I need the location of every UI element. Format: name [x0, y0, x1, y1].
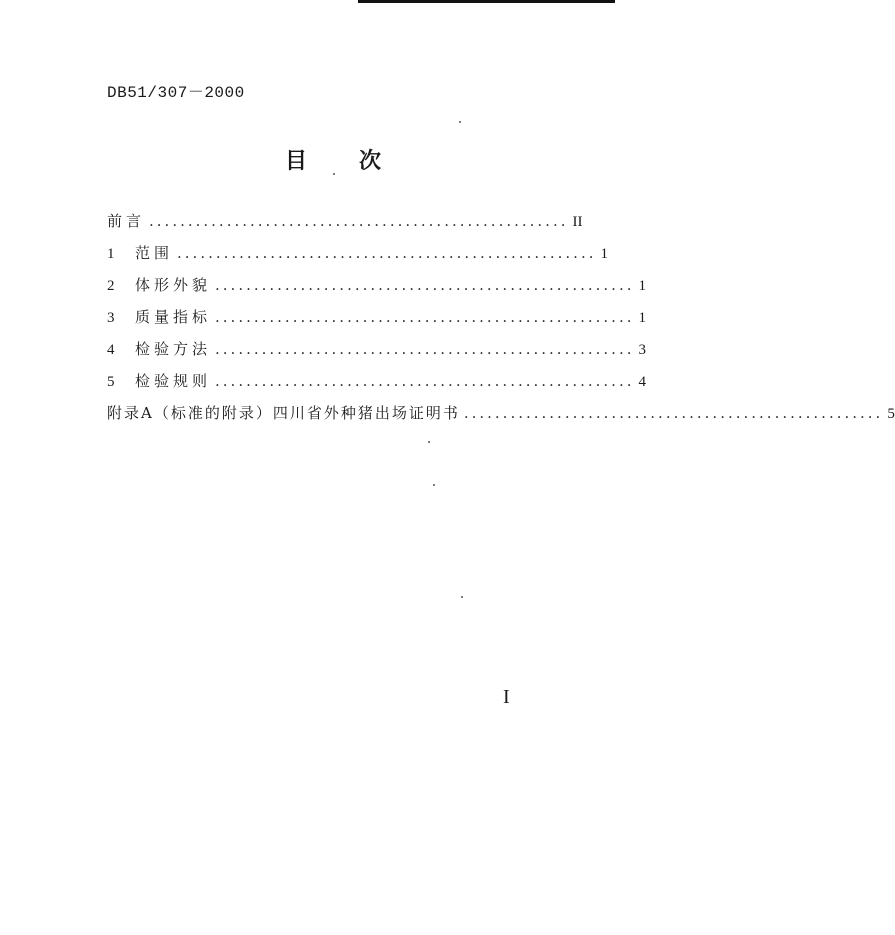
scan-speck — [433, 484, 435, 486]
toc-page: II — [572, 214, 583, 230]
toc-label: 附录A（标准的附录）四川省外种猪出场证明书 — [107, 404, 460, 422]
toc-entry[interactable] — [107, 333, 646, 365]
toc-leader: ...................................................... — [177, 244, 597, 262]
top-rule — [358, 0, 615, 3]
toc-number: 1 — [107, 246, 115, 262]
toc-leader: ...................................................... — [463, 404, 884, 422]
toc-number: 3 — [107, 310, 115, 326]
toc-number: 5 — [107, 374, 115, 390]
toc-page: 1 — [638, 310, 646, 326]
toc-label: 检验方法 — [135, 340, 212, 358]
toc-page: 4 — [638, 374, 646, 390]
scan-speck — [428, 441, 430, 443]
scan-speck — [461, 596, 463, 598]
page-title — [0, 144, 666, 175]
toc-entry[interactable] — [107, 269, 646, 301]
title-char-2: 次 — [359, 149, 382, 174]
toc-entry[interactable] — [107, 365, 646, 397]
document-code: DB51/307－2000 — [107, 84, 245, 102]
toc-page: 1 — [600, 246, 608, 262]
toc-label: 检验规则 — [135, 372, 212, 390]
toc-number: 2 — [107, 278, 115, 294]
table-of-contents — [107, 205, 895, 429]
toc-label: 质量指标 — [135, 308, 212, 326]
scan-speck — [459, 121, 461, 123]
scan-speck — [333, 173, 335, 175]
toc-leader: ...................................................... — [215, 276, 635, 294]
toc-leader: ...................................................... — [149, 212, 569, 230]
toc-label: 前言 — [107, 212, 146, 230]
page-number: I — [503, 686, 510, 708]
toc-page: 3 — [638, 342, 646, 358]
toc-entry[interactable] — [107, 301, 646, 333]
toc-page: 1 — [638, 278, 646, 294]
toc-page: 5 — [887, 406, 895, 422]
title-char-1: 目 — [284, 149, 307, 174]
toc-leader: ...................................................... — [215, 372, 635, 390]
toc-entry[interactable] — [107, 205, 583, 237]
toc-label: 范围 — [135, 244, 174, 262]
toc-leader: ...................................................... — [215, 340, 635, 358]
toc-label: 体形外貌 — [135, 276, 212, 294]
toc-entry-appendix[interactable] — [107, 397, 895, 429]
toc-entry[interactable] — [107, 237, 608, 269]
toc-leader: ...................................................... — [215, 308, 635, 326]
toc-number: 4 — [107, 342, 115, 358]
